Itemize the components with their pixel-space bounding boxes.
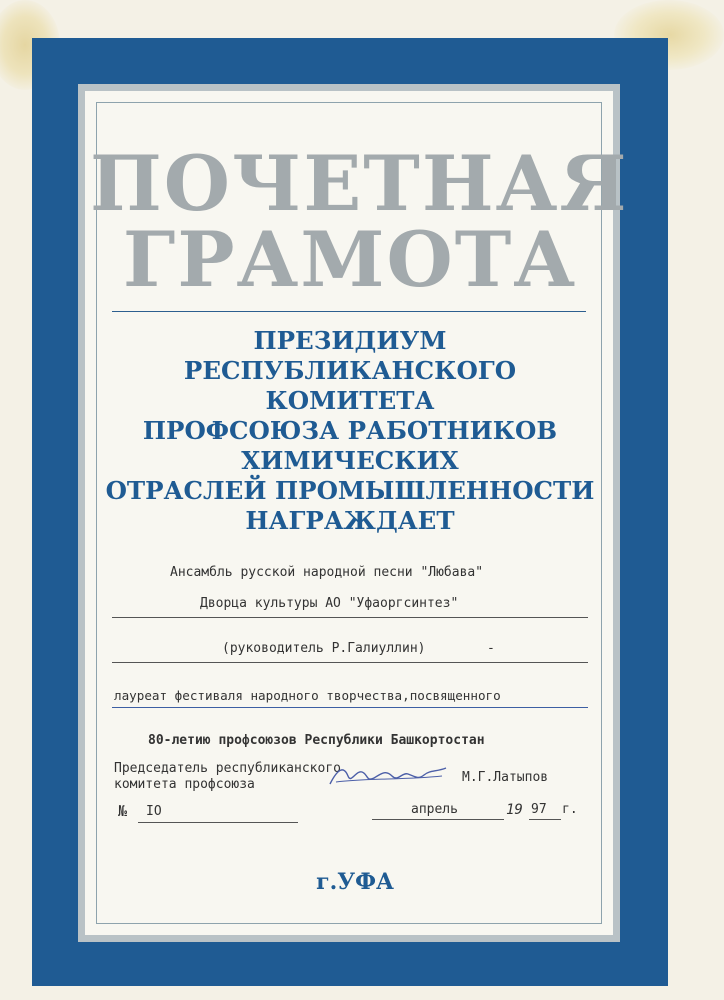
recipient-line-3: (руководитель Р.Галиуллин)	[222, 641, 426, 656]
issuer-line: НАГРАЖДАЕТ	[245, 506, 455, 535]
reason-line-2: 80-летию профсоюзов Республики Башкортостан	[148, 733, 485, 748]
issuer-line: ОТРАСЛЕЙ ПРОМЫШЛЕННОСТИ	[105, 476, 595, 505]
year-suffix: 97	[531, 802, 547, 817]
handwritten-signature	[326, 758, 454, 792]
issuer-line: КОМИТЕТА	[265, 386, 435, 415]
issuer-line: ПРОФСОЮЗА РАБОТНИКОВ	[142, 416, 558, 445]
number-label: №	[118, 802, 128, 820]
year-underline	[529, 819, 561, 820]
title-divider	[112, 311, 586, 312]
recipient-dash: -	[487, 641, 495, 656]
issuer-line: ХИМИЧЕСКИХ	[241, 446, 459, 475]
recipient-line-2: Дворца культуры АО "Уфаоргсинтез"	[200, 596, 459, 611]
title-line-2: ГРАМОТА	[122, 215, 578, 304]
signer-name: М.Г.Латыпов	[462, 770, 549, 785]
number-value: IO	[146, 804, 162, 819]
title-line-1: ПОЧЕТНАЯ	[90, 139, 629, 228]
reason-line-1: лауреат фестиваля народного творчества,посвященного	[114, 688, 501, 703]
recipient-underline-1	[112, 617, 588, 618]
issuer-block	[90, 326, 610, 536]
issuer-line: РЕСПУБЛИКАНСКОГО	[183, 356, 517, 385]
date-month: апрель	[411, 802, 458, 817]
month-underline	[372, 819, 504, 820]
year-prefix: 19	[506, 802, 523, 818]
reason-underline	[112, 707, 588, 708]
recipient-underline-2	[112, 662, 588, 663]
signer-title-line-1: Председатель республиканского	[114, 761, 341, 776]
recipient-line-1: Ансамбль русской народной песни "Любава"	[170, 565, 484, 580]
year-unit: г.	[562, 802, 578, 817]
signer-title-line-2: комитета профсоюза	[114, 777, 255, 792]
issuer-line: ПРЕЗИДИУМ	[253, 326, 447, 355]
city-label: г.УФА	[316, 869, 394, 895]
number-underline	[138, 822, 298, 823]
